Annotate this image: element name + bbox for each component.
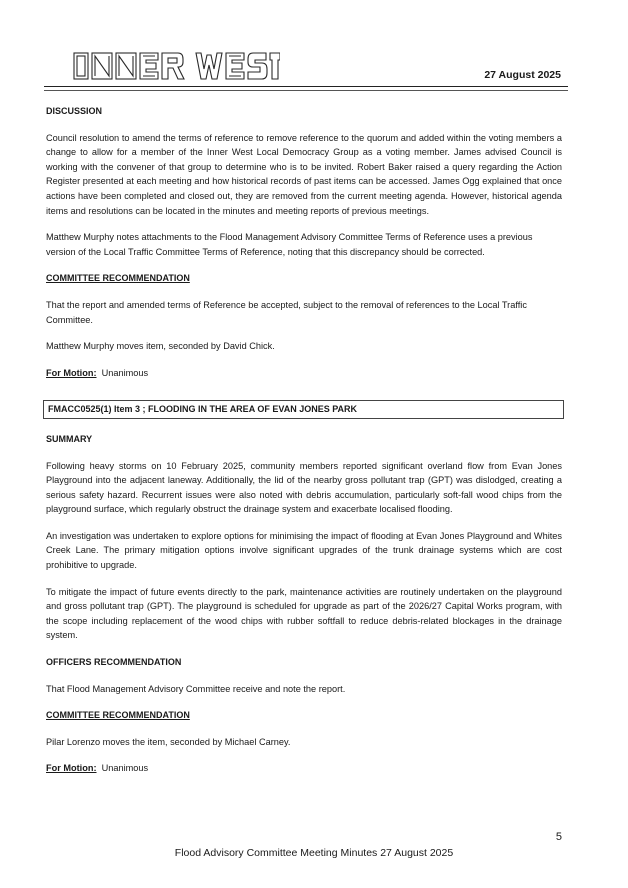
- motion-label: For Motion:: [46, 367, 97, 378]
- footer-text: Flood Advisory Committee Meeting Minutes 27 August 2025: [174, 847, 454, 859]
- motion-value: Unanimous: [101, 763, 149, 774]
- discussion-heading: DISCUSSION: [46, 106, 103, 116]
- summary-heading: SUMMARY: [46, 433, 93, 444]
- page-number: 5: [555, 831, 562, 843]
- motion-label: For Motion:: [46, 763, 97, 774]
- discussion-paragraph: Council resolution to amend the terms of reference to remove reference to the quorum and added within the voting members a change to allow for a member of the Inner West Local Democracy Group as a voting member. James advised Council is working with the convener of that group to determine who is to be invited. Robert Baker raised a query regarding the Action Register presented at each meeting and how historical records of past items can be accessed. James Ogg explained that once actions have been completed and closed out, they are removed from the current meeting agenda. However, historical agenda items and resolutions can be located in the minutes and meeting reports of previous meetings.: [46, 132, 562, 216]
- officers-recommendation-heading: OFFICERS RECOMMENDATION: [46, 657, 182, 668]
- discussion-paragraph: Matthew Murphy notes attachments to the Flood Management Advisory Committee Terms of Reference uses a previous version of the Local Traffic Committee Terms of Reference, noting that this discrepancy should be corrected.: [46, 232, 533, 257]
- header-rule: [44, 86, 568, 87]
- mover-paragraph: Pilar Lorenzo moves the item, seconded by Michael Carney.: [46, 736, 291, 747]
- minutes-content: [46, 104, 562, 788]
- header-rule-thin: [44, 90, 568, 91]
- summary-paragraph: Following heavy storms on 10 February 2025, community members reported significant overland flow from Evan Jones Playground into the adjacent laneway. Additionally, the lid of the nearby gross pollutant trap (GPT) was dislodged, creating a serious safety hazard. Recurrent issues were also noted with debris accumulation, particularly soft-fall wood chips from the playground surface, which regularly obstruct the drainage system and exacerbate localised flooding.: [46, 460, 562, 515]
- recommendation-paragraph: That the report and amended terms of Reference be accepted, subject to the removal of references to the Local Traffic Committee.: [46, 299, 527, 325]
- item-title-box: FMACC0525(1) Item 3 ; FLOODING IN THE AREA OF EVAN JONES PARK: [43, 400, 564, 419]
- committee-recommendation-heading: COMMITTEE RECOMMENDATION: [46, 710, 190, 721]
- motion-result: [46, 761, 562, 776]
- committee-recommendation-heading: COMMITTEE RECOMMENDATION: [46, 273, 190, 284]
- motion-value: Unanimous: [101, 367, 149, 378]
- mover-paragraph: Matthew Murphy moves item, seconded by David Chick.: [46, 341, 275, 352]
- summary-paragraph: To mitigate the impact of future events directly to the park, maintenance activities are routinely undertaken on the playground and gross pollutant trap (GPT). The playground is scheduled for upgrade as part of the 2026/27 Capital Works program, with the scope including replacement of the wood chips with rubber softfall to reduce debris-related blockages in the drainage system.: [46, 586, 562, 641]
- summary-paragraph: An investigation was undertaken to explore options for minimising the impact of flooding at Evan Jones Playground and Whites Creek Lane. The primary mitigation options involve significant upgrades of the trunk drainage systems which are cost prohibitive to upgrade.: [46, 530, 562, 571]
- header-date: 27 August 2025: [484, 69, 561, 81]
- officers-recommendation-text: That Flood Management Advisory Committee receive and note the report.: [46, 683, 346, 694]
- motion-result: [46, 366, 562, 381]
- inner-west-logo: [72, 51, 280, 81]
